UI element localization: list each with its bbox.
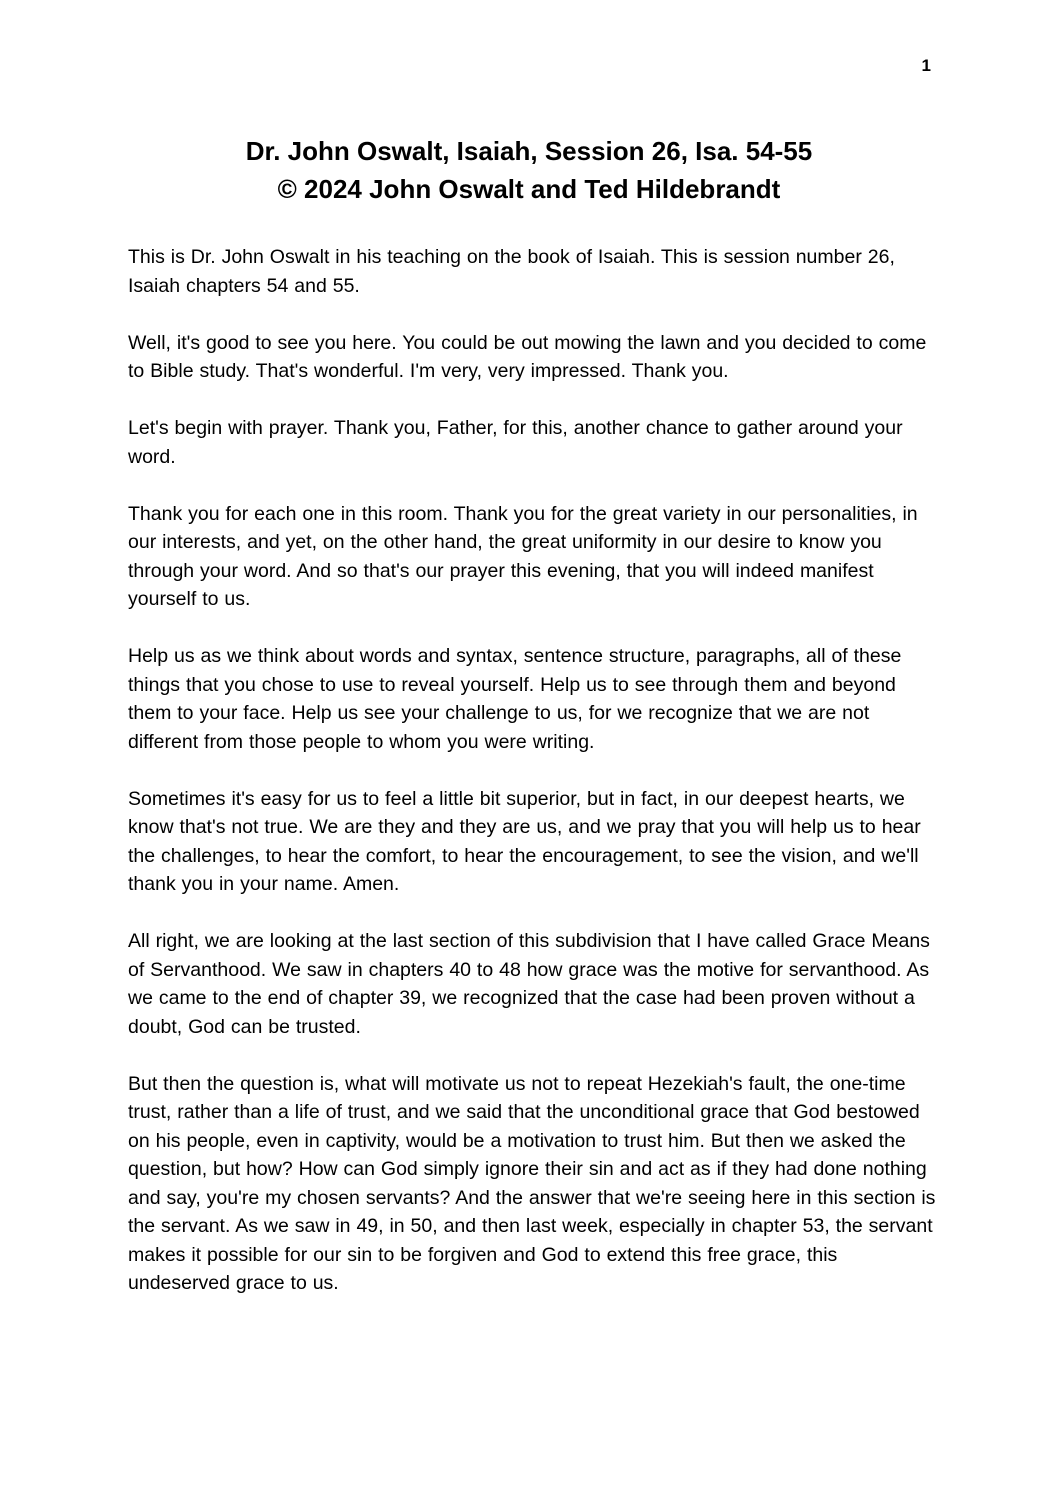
paragraph-intro: This is Dr. John Oswalt in his teaching on the book of Isaiah. This is session number 26, Isaiah chapters 54 and 55. (128, 246, 895, 297)
paragraph-grace-servanthood: All right, we are looking at the last section of this subdivision that I have called Grace Means of Servanthood. We saw in chapters 40 to 48 how grace was the motive for servanthood. As we came to the end of chapter 39, we recognized that the case had been proven without a doubt, God can be trusted. (128, 930, 930, 1038)
paragraph-prayer-amen: Sometimes it's easy for us to feel a little bit superior, but in fact, in our deepest hearts, we know that's not true. We are they and they are us, and we pray that you will help us to hear the challenges, to hear the comfort, to hear the encouragement, to see the vision, and we'll thank you in your name. Amen. (128, 787, 921, 895)
page-number: 1 (921, 56, 931, 75)
paragraph-prayer-thanks: Thank you for each one in this room. Thank you for the great variety in our personalities, in our interests, and yet, on the other hand, the great uniformity in our desire to know you through your word. And so that's our prayer this evening, that you will indeed manifest yourself to us. (128, 502, 918, 610)
paragraph-question-servant: But then the question is, what will motivate us not to repeat Hezekiah's fault, the one-time trust, rather than a life of trust, and we said that the unconditional grace that God bestowed on his people, even in captivity, would be a motivation to trust him. But then we asked the question, but how? How can God simply ignore their sin and act as if they had done nothing and say, you're my chosen servants? And the answer that we're seeing here in this section is the servant. As we saw in 49, in 50, and then last week, especially in chapter 53, the servant makes it possible for our sin to be forgiven and God to extend this free grace, this undeserved grace to us. (128, 1072, 936, 1294)
paragraph-prayer-open: Let's begin with prayer. Thank you, Father, for this, another chance to gather around your word. (128, 417, 903, 468)
paragraph-prayer-help: Help us as we think about words and syntax, sentence structure, paragraphs, all of these things that you chose to use to reveal yourself. Help us to see through them and beyond them to your face. Help us see your challenge to us, for we recognize that we are not different from those people to whom you were writing. (128, 645, 902, 753)
document-title: Dr. John Oswalt, Isaiah, Session 26, Isa. 54-55 (245, 136, 813, 166)
copyright-line: © 2024 John Oswalt and Ted Hildebrandt (277, 174, 781, 204)
document-body (128, 243, 940, 1298)
title-block (0, 0, 1058, 208)
paragraph-welcome: Well, it's good to see you here. You could be out mowing the lawn and you decided to come to Bible study. That's wonderful. I'm very, very impressed. Thank you. (128, 331, 927, 382)
